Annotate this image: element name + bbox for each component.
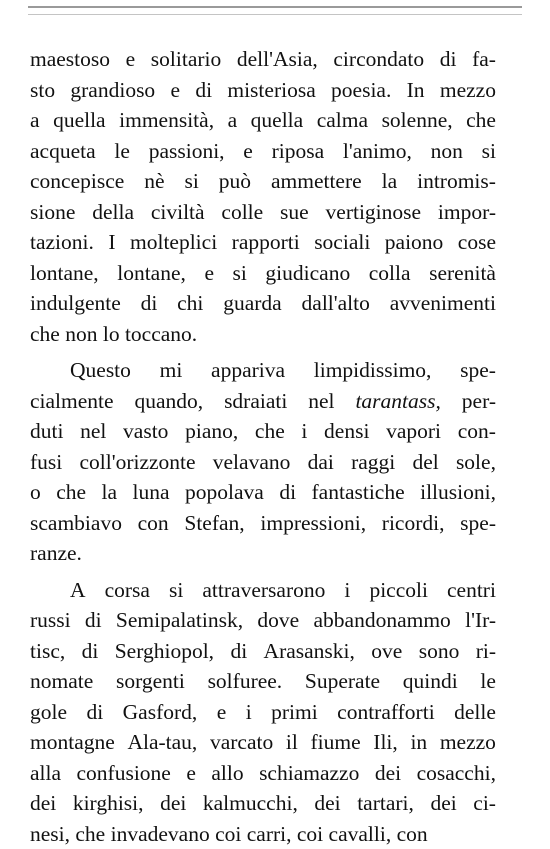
- text-line: lontane, lontane, e si giudicano colla serenità: [30, 258, 496, 289]
- text-line: sione della civiltà colle sue vertiginose impor-: [30, 197, 496, 228]
- text-line: montagne Ala-tau, varcato il fiume Ili, in mezzo: [30, 727, 496, 758]
- text-line: scambiavo con Stefan, impressioni, ricordi, spe-: [30, 508, 496, 539]
- text-line: maestoso e solitario dell'Asia, circondato di fa-: [30, 44, 496, 75]
- text-line: tisc, di Serghiopol, di Arasanski, ove sono ri-: [30, 636, 496, 667]
- text-line: duti nel vasto piano, che i densi vapori con-: [30, 416, 496, 447]
- text-line: indulgente di chi guarda dall'alto avvenimenti: [30, 288, 496, 319]
- text-line: che non lo toccano.: [30, 319, 496, 350]
- header-rule: [28, 6, 522, 15]
- text-line: Questo mi appariva limpidissimo, spe-: [30, 355, 496, 386]
- text-line: a quella immensità, a quella calma solenne, che: [30, 105, 496, 136]
- text-line: nomate sorgenti solfuree. Superate quindi le: [30, 666, 496, 697]
- text-line: concepisce nè si può ammettere la intromis-: [30, 166, 496, 197]
- text-line: alla confusione e allo schiamazzo dei cosacchi,: [30, 758, 496, 789]
- text-line: tazioni. I molteplici rapporti sociali paiono cose: [30, 227, 496, 258]
- text-line: A corsa si attraversarono i piccoli centri: [30, 575, 496, 606]
- page-body-text: [30, 44, 496, 849]
- text-line: sto grandioso e di misteriosa poesia. In mezzo: [30, 75, 496, 106]
- text-line: acqueta le passioni, e riposa l'animo, non si: [30, 136, 496, 167]
- paragraph-1: [30, 44, 496, 349]
- text-line: nesi, che invadevano coi carri, coi cavalli, con: [30, 819, 496, 849]
- text-line: cialmente quando, sdraiati nel tarantass, per-: [30, 386, 496, 417]
- text-line: russi di Semipalatinsk, dove abbandonammo l'Ir-: [30, 605, 496, 636]
- text-line: o che la luna popolava di fantastiche illusioni,: [30, 477, 496, 508]
- text-line: gole di Gasford, e i primi contrafforti delle: [30, 697, 496, 728]
- paragraph-3: [30, 575, 496, 849]
- text-line: dei kirghisi, dei kalmucchi, dei tartari, dei ci-: [30, 788, 496, 819]
- text-line: fusi coll'orizzonte velavano dai raggi del sole,: [30, 447, 496, 478]
- paragraph-2: [30, 355, 496, 569]
- text-line: ranze.: [30, 538, 496, 569]
